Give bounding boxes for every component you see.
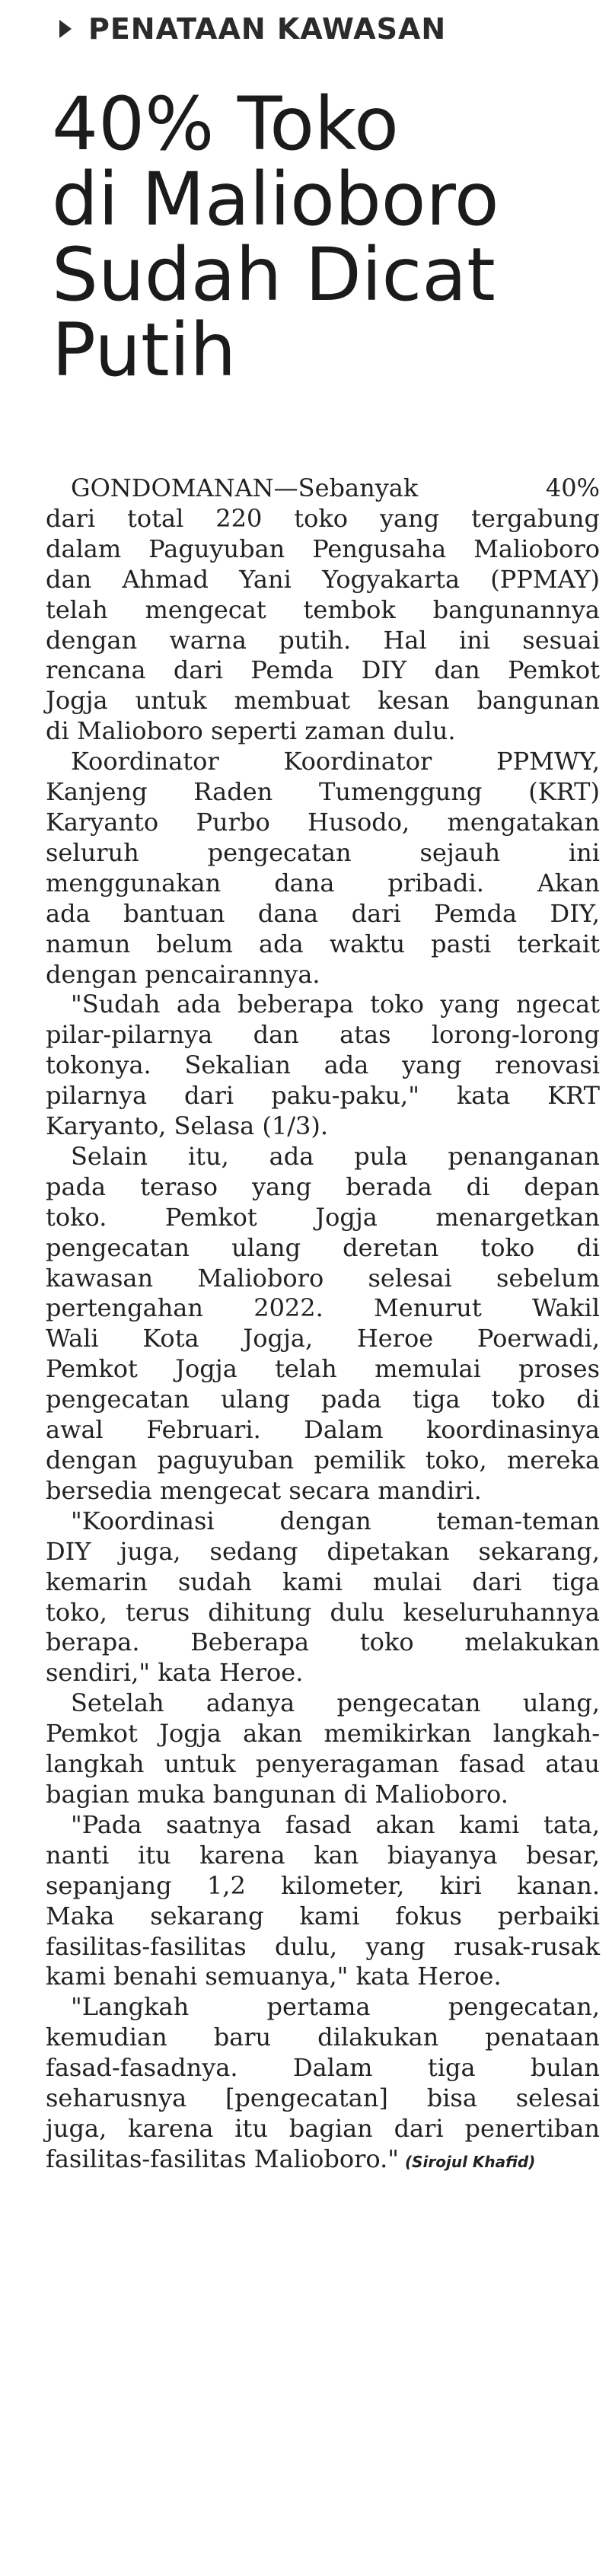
paragraph-line: Pemkot Jogja telah memulai proses — [46, 1354, 600, 1384]
paragraph-line: "Langkah pertama pengecatan, — [71, 1992, 600, 2022]
paragraph-line: Wali Kota Jogja, Heroe Poerwadi, — [46, 1324, 600, 1353]
paragraph-line: sendiri," kata Heroe. — [46, 1658, 304, 1688]
paragraph-line: pilarnya dari paku-paku," kata KRT — [46, 1081, 600, 1111]
article-paragraph — [46, 1506, 600, 1688]
paragraph-line: "Koordinasi dengan teman-teman — [71, 1506, 600, 1535]
paragraph-line: Karyanto, Selasa (1/3). — [46, 1111, 328, 1141]
headline-line: di Malioboro — [52, 157, 499, 242]
headline-line: 40% Toko — [52, 81, 399, 167]
article-paragraph — [46, 1810, 600, 1992]
paragraph-line: fasilitas-fasilitas dulu, yang rusak-rusak — [46, 1931, 600, 1961]
article-paragraph — [46, 473, 600, 747]
article-body — [46, 473, 600, 2178]
paragraph-line: awal Februari. Dalam koordinasinya — [46, 1415, 600, 1445]
kicker-label: PENATAAN KAWASAN — [88, 12, 447, 46]
paragraph-line: DIY juga, sedang dipetakan sekarang, — [46, 1536, 600, 1566]
paragraph-line: pada teraso yang berada di depan — [46, 1172, 600, 1201]
paragraph-line: kami benahi semuanya," kata Heroe. — [46, 1962, 502, 1991]
paragraph-line: pertengahan 2022. Menurut Wakil — [46, 1293, 600, 1323]
headline-line: Putih — [52, 308, 237, 393]
paragraph-line: dan Ahmad Yani Yogyakarta (PPMAY) — [46, 564, 600, 594]
paragraph-line: bagian muka bangunan di Malioboro. — [46, 1779, 508, 1809]
paragraph-line: Selain itu, ada pula penanganan — [71, 1141, 600, 1171]
article-paragraph — [46, 747, 600, 990]
paragraph-line: Maka sekarang kami fokus perbaiki — [46, 1901, 600, 1930]
paragraph-line-text: fasilitas-fasilitas Malioboro." — [46, 2144, 400, 2173]
author-byline: (Sirojul Khafid) — [405, 2152, 536, 2171]
paragraph-line: rencana dari Pemda DIY dan Pemkot — [46, 655, 600, 685]
paragraph-line: namun belum ada waktu pasti terkait — [46, 929, 600, 958]
paragraph-line: ada bantuan dana dari Pemda DIY, — [46, 898, 600, 928]
paragraph-line: berapa. Beberapa toko melakukan — [46, 1628, 600, 1657]
paragraph-line: GONDOMANAN—Sebanyak 40% — [71, 473, 600, 502]
paragraph-line: dengan pencairannya. — [46, 959, 320, 989]
paragraph-line: dengan warna putih. Hal ini sesuai — [46, 625, 600, 655]
paragraph-line: pengecatan ulang deretan toko di — [46, 1232, 600, 1262]
paragraph-line: Koordinator Koordinator PPMWY, — [71, 747, 600, 776]
article-paragraph — [46, 1688, 600, 1810]
paragraph-line: Pemkot Jogja akan memikirkan langkah- — [46, 1719, 600, 1749]
paragraph-line: seluruh pengecatan sejauh ini — [46, 837, 600, 867]
paragraph-line: nanti itu karena kan biayanya besar, — [46, 1840, 600, 1870]
paragraph-line: bersedia mengecat secara mandiri. — [46, 1475, 482, 1505]
paragraph-line: fasad-fasadnya. Dalam tiga bulan — [46, 2053, 600, 2083]
section-kicker — [59, 11, 600, 47]
paragraph-line: dari total 220 toko yang tergabung — [46, 503, 600, 533]
paragraph-line: telah mengecat tembok bangunannya — [46, 595, 600, 624]
triangle-arrow-icon — [59, 20, 72, 38]
paragraph-line: dalam Paguyuban Pengusaha Malioboro — [46, 534, 600, 563]
headline-line: Sudah Dicat — [52, 232, 496, 317]
article-paragraph — [46, 990, 600, 1142]
headline — [52, 81, 600, 393]
paragraph-line: Karyanto Purbo Husodo, mengatakan — [46, 807, 600, 837]
paragraph-line: langkah untuk penyeragaman fasad atau — [46, 1749, 600, 1779]
paragraph-line: "Sudah ada beberapa toko yang ngecat — [71, 990, 600, 1019]
paragraph-line: pilar-pilarnya dan atas lorong-lorong — [46, 1020, 600, 1050]
paragraph-line: Kanjeng Raden Tumenggung (KRT) — [46, 777, 600, 807]
paragraph-line: kemarin sudah kami mulai dari tiga — [46, 1567, 600, 1596]
paragraph-line: pengecatan ulang pada tiga toko di — [46, 1385, 600, 1414]
paragraph-line: Setelah adanya pengecatan ulang, — [71, 1688, 600, 1718]
paragraph-line: tokonya. Sekalian ada yang renovasi — [46, 1050, 600, 1080]
paragraph-line: sepanjang 1,2 kilometer, kiri kanan. — [46, 1870, 600, 1900]
paragraph-line: di Malioboro seperti zaman dulu. — [46, 716, 456, 746]
paragraph-line: juga, karena itu bagian dari penertiban — [46, 2113, 600, 2143]
article-paragraph — [46, 1142, 600, 1506]
paragraph-line: toko. Pemkot Jogja menargetkan — [46, 1202, 600, 1232]
paragraph-line: seharusnya [pengecatan] bisa selesai — [46, 2083, 600, 2113]
paragraph-line: Jogja untuk membuat kesan bangunan — [46, 686, 600, 716]
paragraph-line: "Pada saatnya fasad akan kami tata, — [71, 1809, 600, 1839]
article-paragraph — [46, 1992, 600, 2177]
paragraph-line: kawasan Malioboro selesai sebelum — [46, 1263, 600, 1293]
paragraph-line: toko, terus dihitung dulu keseluruhannya — [46, 1597, 600, 1627]
paragraph-line: kemudian baru dilakukan penataan — [46, 2023, 600, 2052]
paragraph-line: dengan paguyuban pemilik toko, mereka — [46, 1446, 600, 1475]
paragraph-line — [46, 2144, 600, 2178]
paragraph-line: menggunakan dana pribadi. Akan — [46, 868, 600, 897]
